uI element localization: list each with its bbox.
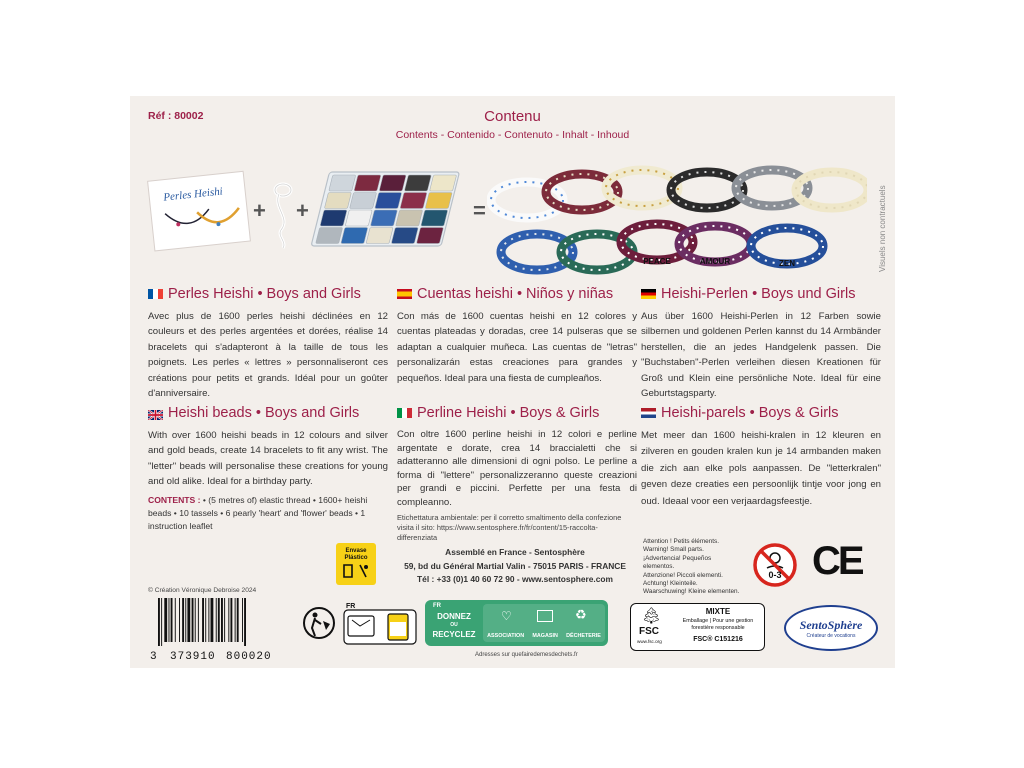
netherlands-flag-icon xyxy=(641,408,656,418)
contents-label: CONTENTS : xyxy=(148,494,201,505)
barcode-bar xyxy=(228,598,229,642)
heart-icon: ♡ xyxy=(501,609,512,623)
fsc-code: FSC® C151216 xyxy=(693,636,743,643)
info-tri-country: FR xyxy=(346,603,356,610)
section-es xyxy=(397,285,637,386)
barcode-bar xyxy=(208,598,209,642)
section-title: Perles Heishi • Boys and Girls xyxy=(168,286,361,302)
spain-flag-icon xyxy=(397,289,412,299)
contents-translations: Contents - Contenido - Contenuto - Inhalt - Inhoud xyxy=(395,129,630,141)
bead-compartment xyxy=(404,175,431,191)
bead-compartment xyxy=(425,193,452,209)
bead-compartment xyxy=(329,175,356,191)
donnez-recyclez-panel xyxy=(425,600,608,646)
recycle-address-note: Adresses sur quefairedemesdechets.fr xyxy=(475,652,578,658)
barcode-bar xyxy=(235,598,236,642)
triman-icon xyxy=(301,603,337,648)
uk-flag-icon xyxy=(148,408,163,418)
fsc-website: www.fsc.org xyxy=(637,639,662,644)
barcode-bar xyxy=(216,598,217,642)
barcode-bar xyxy=(179,598,180,642)
section-text: With over 1600 heishi beads in 12 colours and silver and gold beads, create 14 bracelets to fit any wrist. The "letter" beads will personalise these creations for young and old alike. Ideal for a birthday party. xyxy=(148,430,388,488)
eco-label-note: Etichettatura ambientale: per il corretto smaltimento della confezione visita il sito: https://www.sentosphere.fr/fr/content/15-raccolta-differenziata xyxy=(397,512,622,542)
barcode-bar xyxy=(218,598,220,642)
association-label: ASSOCIATION xyxy=(487,633,525,639)
bead-compartment xyxy=(324,193,351,209)
fsc-mixte: MIXTE xyxy=(705,607,731,616)
barcode-bar xyxy=(161,598,162,646)
warning-it: Attenzione! Piccoli elementi. xyxy=(643,571,723,579)
barcode-digits-left: 373910 xyxy=(170,651,216,663)
bead-compartment xyxy=(366,228,393,244)
contents-title: Contenu xyxy=(484,108,541,125)
bead-compartment xyxy=(391,228,418,244)
germany-flag-icon xyxy=(641,289,656,299)
bracelet-letter-beads: PEACE xyxy=(643,257,671,266)
product-card-title: Perles Heishi xyxy=(162,185,224,204)
bead-compartment xyxy=(396,210,423,226)
sentosphere-logo xyxy=(784,605,878,651)
plus-sign: + xyxy=(253,198,266,223)
envase-line1: Envase xyxy=(345,548,367,554)
manufacturer-address xyxy=(370,546,660,587)
section-text: Con oltre 1600 perline heishi in 12 colori e perline argentate e dorate, crea 14 braccialetti che si adatteranno alle dimensioni di ogni polso. Le perline a forma di "lettere" personalizzeranno queste creazioni per grandi e piccini. Perfette per una festa di compleanno. xyxy=(397,429,637,508)
bead-compartment xyxy=(421,210,448,226)
age-label: 0-3 xyxy=(768,570,782,580)
barcode-bar xyxy=(171,598,173,642)
section-title: Heishi-Perlen • Boys und Girls xyxy=(661,286,856,302)
instruction-card-image xyxy=(147,170,253,257)
section-fr xyxy=(148,285,388,401)
bead-compartment xyxy=(416,228,443,244)
section-it xyxy=(397,404,637,543)
warning-nl: Waarschuwing! Kleine elementen. xyxy=(643,588,740,596)
bead-compartment xyxy=(379,175,406,191)
warning-en: Warning! Small parts. xyxy=(643,546,704,554)
barcode-bar xyxy=(230,598,232,642)
section-text: Avec plus de 1600 perles heishi déclinées en 12 couleurs et des perles argentées et dorées, réalise 14 bracelets qui s'adapteront à la taille de tous les poignets. Les perles « lettres » personnaliseront ces créations pour petits et grands. Idéal pour un goûter d'anniversaire. xyxy=(148,311,388,400)
bead-compartment xyxy=(316,228,343,244)
equals-sign: = xyxy=(473,198,486,223)
bead-compartment xyxy=(400,193,427,209)
bead-compartment xyxy=(345,210,372,226)
barcode-bar xyxy=(202,598,204,642)
recycling-center-icon: ♻ xyxy=(575,607,587,622)
barcode-bar xyxy=(211,598,214,642)
brand-tagline: Créateur de vocations xyxy=(806,633,856,639)
decheterie-label: DÉCHETERIE xyxy=(566,633,601,639)
barcode-bar xyxy=(237,598,239,642)
section-gb xyxy=(148,404,388,533)
ce-mark: CE xyxy=(812,539,862,583)
address-line3: Tél : +33 (0)1 40 60 72 90 - www.sentosphere.com xyxy=(417,574,613,584)
fsc-tree-icon: 🌲︎ xyxy=(641,608,662,625)
age-warning-icon xyxy=(752,542,798,593)
barcode-bar xyxy=(242,598,243,642)
warning-de: Achtung! Kleinteile. xyxy=(643,580,698,588)
barcode-bar xyxy=(192,598,194,642)
brand-name: SentoSphère xyxy=(799,618,863,632)
donnez-label: DONNEZ xyxy=(437,612,471,621)
barcode-bar xyxy=(164,598,167,642)
bead-compartment xyxy=(350,193,377,209)
bead-compartment xyxy=(341,228,368,244)
barcode xyxy=(150,598,280,665)
barcode-bar xyxy=(195,598,196,642)
plus-sign-2: + xyxy=(296,198,309,223)
address-line1: Assemblé en France - Sentosphère xyxy=(445,547,585,557)
reference-number: Réf : 80002 xyxy=(148,110,204,122)
bead-compartment xyxy=(430,175,457,191)
section-text: Con más de 1600 cuentas heishi en 12 colores y cuentas plateadas y doradas, cree 14 pulseras que se adaptan a cualquier muñeca. Las cuentas de "letras" personalizarán estas creaciones para grandes y pequeños. Ideal para una fiesta de cumpleaños. xyxy=(397,311,637,384)
barcode-bar xyxy=(198,598,199,642)
barcode-bar xyxy=(221,598,223,642)
address-line2: 59, bd du Général Martial Valin - 75015 PARIS - FRANCE xyxy=(404,560,626,571)
barcode-bar xyxy=(158,598,160,646)
donnez-or: OU xyxy=(450,622,458,628)
section-text: Met meer dan 1600 heishi-kralen in 12 kleuren en zilveren en gouden kralen kun je 14 armbanden maken die zich aan elke pols aanpassen. De "letterkralen" geven deze creaties een persoonlijk tintje voor jong en oud. Ideaal voor een verjaardagsfeestje. xyxy=(641,430,881,507)
bead-box-image xyxy=(310,170,470,255)
envase-line2: Plástico xyxy=(344,555,368,561)
section-text: Aus über 1600 Heishi-Perlen in 12 Farben sowie silbernen und goldenen Perlen kannst du 14 Armbänder herstellen, die an jedes Handgelenk passen. Die "Buchstaben"-Perlen verleihen diesen Kreationen für Groß und Klein eine persönliche Note. Ideal für eine Geburtstagsparty. xyxy=(641,311,881,400)
donnez-country: FR xyxy=(433,603,441,609)
contents-items: • (5 metres of) elastic thread • 1600+ heishi beads • 10 tassels • 6 pearly 'heart' and 'flower' beads • 1 instruction leaflet xyxy=(148,494,368,531)
info-tri-icon xyxy=(342,600,418,651)
bead-compartment xyxy=(375,193,402,209)
bead-compartment xyxy=(354,175,381,191)
fsc-logo-text: FSC xyxy=(639,626,659,637)
barcode-bar xyxy=(169,598,170,642)
barcode-digits-right: 800020 xyxy=(226,651,272,663)
bracelets-image xyxy=(487,160,867,295)
section-title: Cuentas heishi • Niños y niñas xyxy=(417,286,614,302)
section-title: Perline Heishi • Boys & Girls xyxy=(417,405,600,421)
barcode-bar xyxy=(182,598,184,642)
bracelet-letter-beads: ZEN xyxy=(779,259,795,268)
section-de xyxy=(641,285,881,401)
visual-disclaimer: Visuels non contractuels xyxy=(878,185,887,272)
fsc-description: Emballage | Pour une gestion forestière responsable xyxy=(682,618,754,631)
copyright-credit: © Création Véronique Debroise 2024 xyxy=(148,587,257,594)
barcode-bar xyxy=(244,598,246,646)
barcode-bar xyxy=(185,598,186,642)
store-icon xyxy=(537,610,553,622)
contents-list xyxy=(148,494,388,533)
section-title: Heishi-parels • Boys & Girls xyxy=(661,405,839,421)
small-parts-warnings xyxy=(643,538,743,597)
warning-fr: Attention ! Petits éléments. xyxy=(643,538,720,545)
fsc-label xyxy=(630,603,765,651)
barcode-digit-first: 3 xyxy=(150,651,157,663)
bead-compartment xyxy=(370,210,397,226)
section-title: Heishi beads • Boys and Girls xyxy=(168,405,360,421)
barcode-bar xyxy=(224,598,225,642)
recyclez-label: RECYCLEZ xyxy=(432,630,476,639)
bead-compartment xyxy=(320,210,347,226)
barcode-bar xyxy=(205,598,206,642)
bracelet-letter-beads: AMOUR xyxy=(699,257,731,266)
section-nl xyxy=(641,404,881,510)
warning-es: ¡Advertencia! Pequeños elementos. xyxy=(643,554,712,571)
barcode-bar xyxy=(187,598,190,642)
france-flag-icon xyxy=(148,289,163,299)
magasin-label: MAGASIN xyxy=(532,633,558,639)
italy-flag-icon xyxy=(397,408,412,418)
barcode-bar xyxy=(175,598,176,642)
